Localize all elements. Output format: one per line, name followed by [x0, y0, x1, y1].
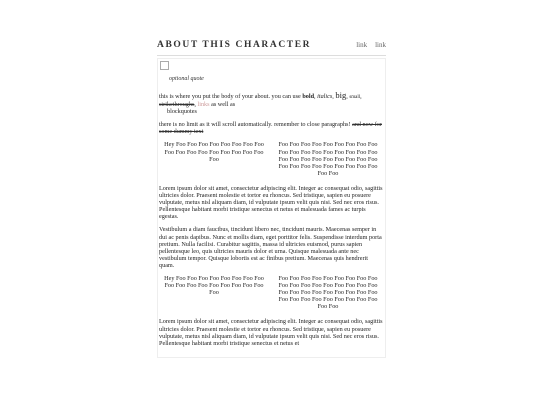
broken-image-icon: [160, 61, 169, 70]
intro-text: this is where you put the body of your about. you can use: [159, 93, 303, 100]
bold-text: bold: [302, 93, 315, 100]
lorem-paragraph-1: Lorem ipsum dolor sit amet, consectetur adipiscing elit. Integer ac consequat odio, sagittis ultricies dolor. Praesent molestie et tortor eu rhoncus. Sed tristique, sapien eu posuere vulputate, metus nisl aliquam diam, id vulputate ipsum velit quis nisi. Sed nec eros risus. Pellentesque habitant morbi tristique senectus et netus et malesuada fames ac turpis egestas.: [159, 184, 383, 221]
lorem-paragraph-2: Vestibulum a diam faucibus, tincidunt libero nec, tincidunt mauris. Maecenas semper in dui ac penis dapibus. Nunc et mollis diam, eget porttitor felis. Suspendisse interdum porta pretium. Nulla facilisi. Curabitur sagittis, massa id ultricies euismod, purus sapien pellentesque leo, quis ultricies mauris dolor et urna. Quisque malesuada ante nec vestibulum tempor. Quisque lobortis est ac finibus pretium. Maecenas quis hendrerit quam.: [159, 226, 382, 269]
columns-block-1: [159, 141, 383, 176]
optional-quote: optional quote: [169, 76, 204, 82]
content-box: [157, 58, 386, 358]
column-left: Hey Foo Foo Foo Foo Foo Foo Foo Foo Foo Foo Foo Foo Foo Foo Foo Foo Foo Foo: [164, 141, 264, 163]
header-links: [352, 34, 386, 52]
page-title: ABOUT THIS CHARACTER: [157, 40, 312, 50]
strike-text: strikethroughs: [159, 101, 195, 109]
header-link-1[interactable]: link: [356, 41, 368, 49]
blockquotes-text: blockquotes: [167, 108, 197, 116]
big-text: big: [335, 90, 347, 100]
intro-paragraph: this is where you put the body of your about. you can use bold, italics, big, small, strikethroughs, links as well as blockquotes: [159, 92, 383, 115]
header: [157, 34, 386, 56]
column-right: Foo Foo Foo Foo Foo Foo Foo Foo Foo Foo Foo Foo Foo Foo Foo Foo Foo Foo Foo Foo Foo Foo Foo Foo Foo Foo Foo Foo Foo Foo Foo Foo Foo Foo Foo Foo Foo Foo: [278, 274, 378, 311]
columns-block-2: [159, 275, 383, 310]
scroll-note: [159, 121, 383, 135]
scroll-note-text: there is no limit as it will scroll automatically. remember to close paragraphs!: [159, 121, 353, 129]
column-right: Foo Foo Foo Foo Foo Foo Foo Foo Foo Foo Foo Foo Foo Foo Foo Foo Foo Foo Foo Foo Foo Foo Foo Foo Foo Foo Foo Foo Foo Foo Foo Foo Foo Foo Foo Foo Foo Foo: [278, 141, 378, 177]
small-text: small: [349, 95, 361, 100]
inline-link[interactable]: links: [197, 101, 210, 109]
as-well-as-text: as well as: [209, 101, 236, 109]
header-link-2[interactable]: link: [375, 41, 386, 49]
about-panel: [157, 34, 386, 394]
lorem-paragraph-3: Lorem ipsum dolor sit amet, consectetur adipiscing elit. Integer ac consequat odio, sagittis ultricies dolor. Praesent molestie et tortor eu rhoncus. Sed tristique, sapien eu posuere vulputate, metus nisl aliquam diam, id vulputate ipsum velit quis nisi. Sed nec eros risus. Pellentesque habitant morbi tristique senectus et netus et: [159, 318, 383, 347]
column-left: Hey Foo Foo Foo Foo Foo Foo Foo Foo Foo Foo Foo Foo Foo Foo Foo Foo Foo Foo: [164, 274, 264, 297]
scroll-note-strike: and now for some dummy text: [159, 121, 382, 136]
italic-text: italics: [317, 93, 333, 100]
